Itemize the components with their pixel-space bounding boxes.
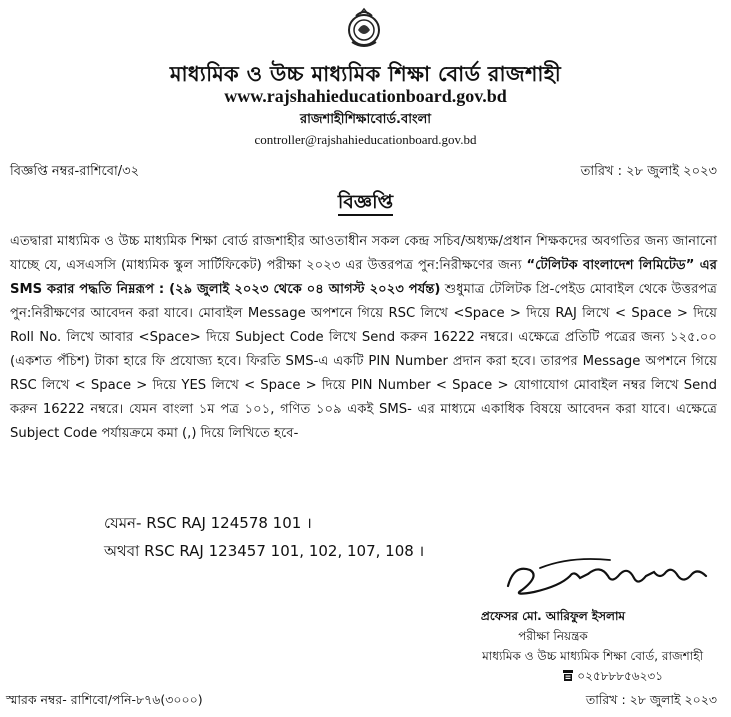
- notice-date: তারিখ : ২৮ জুলাই ২০২৩: [580, 164, 717, 179]
- signatory-block: [403, 606, 703, 686]
- website-url: www.rajshahieducationboard.gov.bd: [224, 86, 507, 106]
- memo-number: স্মারক নম্বর- রাশিবো/পনি-৮৭৬(৩০০০): [6, 692, 203, 707]
- board-name: মাধ্যমিক ও উচ্চ মাধ্যমিক শিক্ষা বোর্ড রাজশাহী: [169, 62, 562, 86]
- signatory-title: পরীক্ষা নিয়ন্ত্রক: [518, 629, 588, 643]
- signatory-phone: ০২৫৮৮৮৫৬২৩১: [577, 669, 663, 683]
- signatory-name: প্রফেসর মো. আরিফুল ইসলাম: [480, 609, 626, 623]
- notice-body: [10, 230, 717, 446]
- example-line-2: অথবা RSC RAJ 123457 101, 102, 107, 108 ।: [104, 542, 425, 560]
- signature: [500, 546, 720, 606]
- signatory-phone-line: [403, 666, 703, 686]
- notice-heading: বিজ্ঞপ্তি: [0, 188, 731, 220]
- bangla-domain: রাজশাহীশিক্ষাবোর্ড.বাংলা: [299, 112, 432, 127]
- body-part-1: এতদ্বারা মাধ্যমিক ও উচ্চ মাধ্যমিক শিক্ষা বোর্ড রাজশাহীর আওতাধীন সকল কেন্দ্র সচিব/অধ্যক্ষ/প্রধান শিক্ষকদের অবগতির জন্য জানানো যাচ্ছে যে, এসএসসি (মাধ্যমিক স্কুল সার্টিফিকেট) পরীক্ষা ২০২৩ এর উত্তরপত্র পুন:নিরীক্ষণের জন্য: [10, 234, 717, 273]
- memo-date: তারিখ : ২৮ জুলাই ২০২৩: [585, 692, 717, 707]
- body-part-2: শুধুমাত্র টেলিটক প্রি-পেইড মোবাইল থেকে উত্তরপত্র পুন:নিরীক্ষণের আবেদন করা যাবে। মোবাইল Message অপশনে গিয়ে RSC লিখে <Space > দিয়ে RAJ লিখে < Space > দিয়ে Roll No. লিখে আবার <Space> দিয়ে Subject Code লিখে Send করুন 16222 নম্বরে। এক্ষেত্রে প্রতিটি পত্রের জন্য ১২৫.০০ (একশত পঁচিশ) টাকা হারে ফি প্রযোজ্য হবে। ফিরতি SMS-এ একটি PIN Number প্রদান করা হবে। তারপর Message অপশনে গিয়ে RSC লিখে < Space > দিয়ে YES লিখে < Space > দিয়ে PIN Number < Space > যোগাযোগ মোবাইল নম্বর লিখে Send করুন 16222 নম্বরে। যেমন বাংলা ১ম পত্র ১০১, গণিত ১০৯ একই SMS- এর মাধ্যমে একাধিক বিষয়ে আবেদন করা যাবে। এক্ষেত্রে Subject Code পর্যায়ক্রমে কমা (,) দিয়ে লিখিতে হবে-: [10, 282, 717, 441]
- body-bold-part: “টেলিটক বাংলাদেশ লিমিটেড” এর SMS করার পদ্ধতি নিম্নরূপ : (২৯ জুলাই ২০২৩ থেকে ০৪ আগস্ট ২০২৩ পর্যন্ত): [10, 258, 717, 297]
- phone-icon: [563, 670, 573, 681]
- example-line-1: যেমন- RSC RAJ 124578 101 ।: [104, 514, 312, 532]
- board-emblem-icon: [344, 6, 384, 50]
- signatory-office: মাধ্যমিক ও উচ্চ মাধ্যমিক শিক্ষা বোর্ড, রাজশাহী: [482, 649, 703, 663]
- controller-email: controller@rajshahieducationboard.gov.bd: [254, 132, 477, 147]
- notice-reference-number: বিজ্ঞপ্তি নম্বর-রাশিবো/৩২: [10, 164, 140, 179]
